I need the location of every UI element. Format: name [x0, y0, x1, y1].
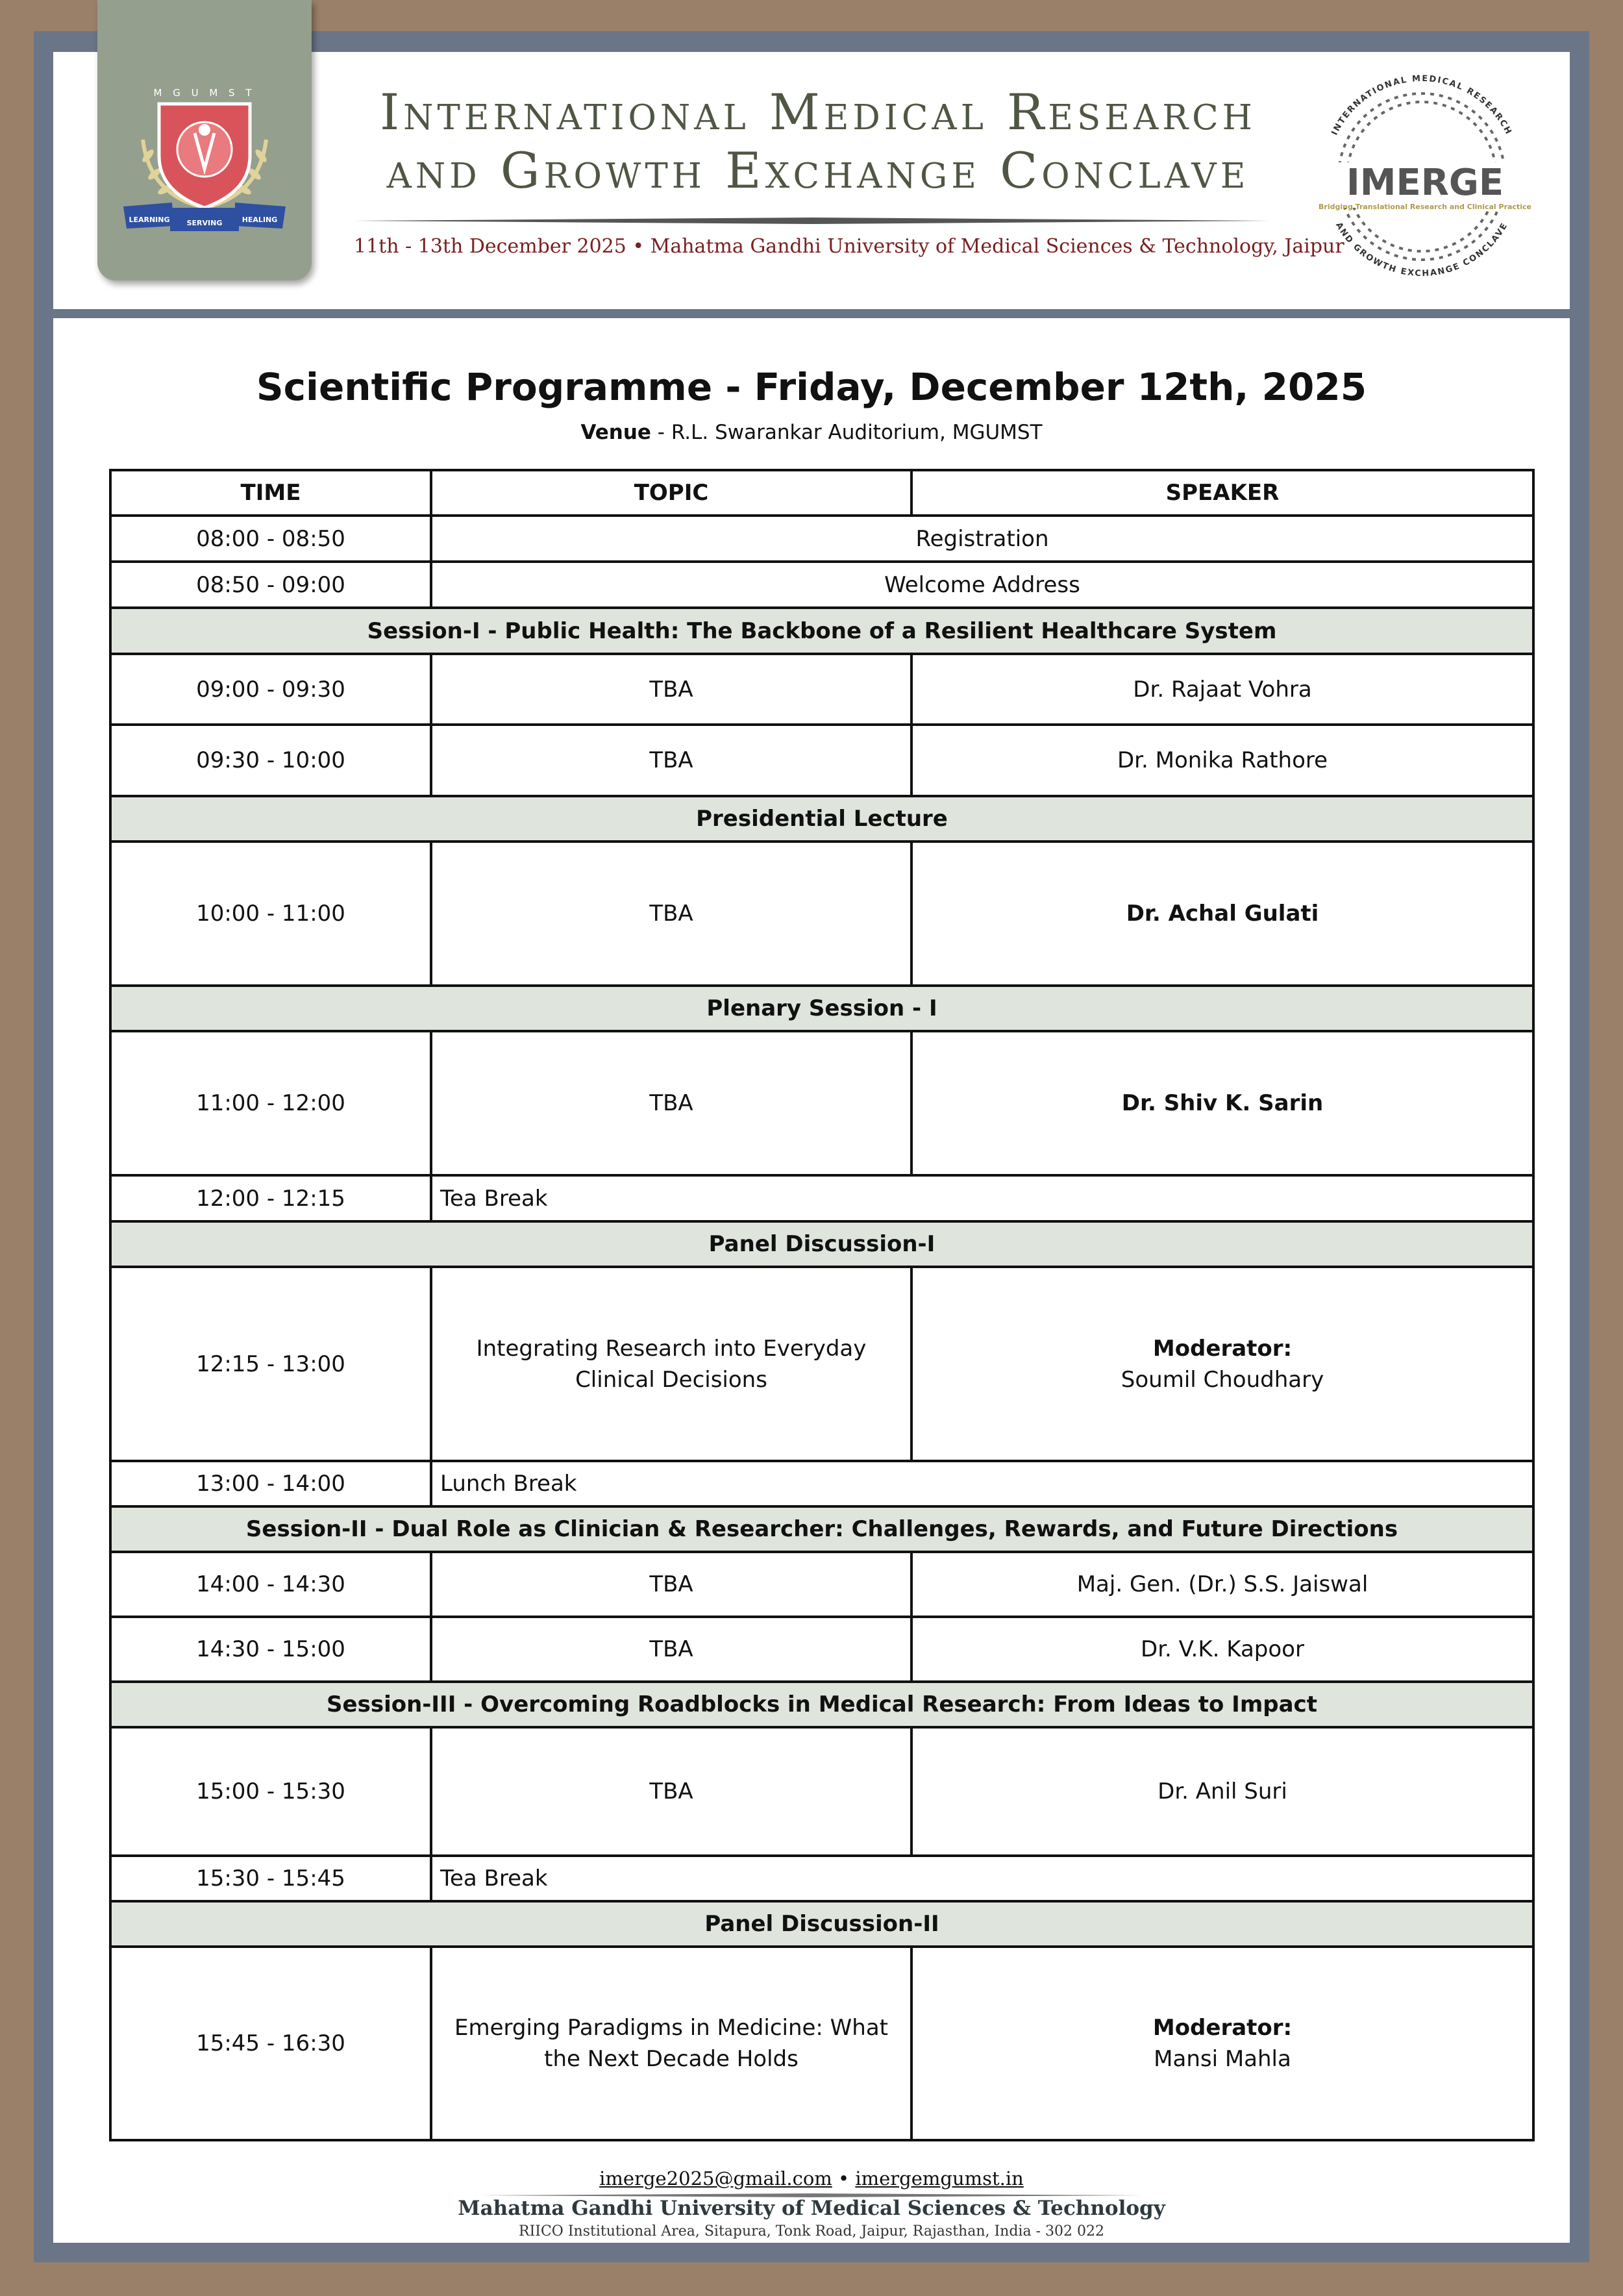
table-row: [110, 562, 1533, 608]
venue-label: Venue: [580, 421, 651, 444]
crest-ribbon-left: LEARNING: [129, 216, 170, 224]
session-title: Plenary Session - I: [110, 986, 1533, 1031]
table-row: [110, 1031, 1533, 1175]
moderator-name: Soumil Choudhary: [1121, 1366, 1324, 1393]
table-row: [110, 1175, 1533, 1221]
time-cell: 08:00 - 08:50: [110, 516, 431, 562]
col-header-topic: TOPIC: [431, 470, 911, 516]
speaker-cell: [911, 1947, 1533, 2140]
contact-separator: •: [832, 2167, 856, 2190]
topic-cell: TBA: [431, 1031, 911, 1175]
speaker-cell: Dr. Anil Suri: [911, 1727, 1533, 1856]
time-cell: 15:00 - 15:30: [110, 1727, 431, 1856]
imerge-logo: [1289, 65, 1555, 286]
table-row: [110, 1461, 1533, 1506]
table-row: [110, 1267, 1533, 1461]
session-header-row: [110, 1221, 1533, 1267]
table-row: [110, 1727, 1533, 1856]
footer-university: Mahatma Gandhi University of Medical Sciences & Technology: [458, 2197, 1165, 2220]
event-cell: Registration: [431, 516, 1533, 562]
university-crest: [97, 0, 312, 281]
speaker-cell: Dr. Shiv K. Sarin: [911, 1031, 1533, 1175]
logo-ring-bottom: AND GROWTH EXCHANGE CONCLAVE: [1333, 221, 1510, 279]
topic-cell: TBA: [431, 1617, 911, 1682]
time-cell: 10:00 - 11:00: [110, 842, 431, 986]
footer-address: RIICO Institutional Area, Sitapura, Tonk Road, Jaipur, Rajasthan, India - 302 022: [519, 2223, 1104, 2240]
topic-cell: Integrating Research into Everyday Clinical Decisions: [431, 1267, 911, 1461]
time-cell: 14:30 - 15:00: [110, 1617, 431, 1682]
session-header-row: [110, 1506, 1533, 1552]
session-header-row: [110, 796, 1533, 842]
venue-text: - R.L. Swarankar Auditorium, MGUMST: [650, 421, 1043, 444]
table-header-row: [110, 470, 1533, 516]
topic-cell: TBA: [431, 842, 911, 986]
session-header-row: [110, 608, 1533, 654]
moderator-label: Moderator:: [1152, 1335, 1293, 1362]
speaker-cell: Dr. Rajaat Vohra: [911, 654, 1533, 725]
crest-arc-text: M G U M S T: [153, 87, 256, 99]
table-row: [110, 1552, 1533, 1617]
break-cell: Lunch Break: [431, 1461, 1533, 1506]
break-cell: Tea Break: [431, 1856, 1533, 1901]
session-header-row: [110, 1682, 1533, 1727]
break-cell: Tea Break: [431, 1175, 1533, 1221]
conclave-title-line2: and Growth Exchange Conclave: [386, 142, 1250, 199]
table-row: [110, 725, 1533, 796]
session-title: Panel Discussion-II: [110, 1901, 1533, 1947]
svg-text:AND GROWTH EXCHANGE CONCLAVE: [1333, 221, 1510, 279]
table-row: [110, 516, 1533, 562]
moderator-name: Mansi Mahla: [1154, 2046, 1291, 2072]
logo-name: IMERGE: [1346, 162, 1504, 204]
time-cell: 09:30 - 10:00: [110, 725, 431, 796]
title-divider: [354, 218, 1269, 224]
speaker-cell: Dr. V.K. Kapoor: [911, 1617, 1533, 1682]
session-title: Session-I - Public Health: The Backbone of a Resilient Healthcare System: [110, 608, 1533, 654]
conclave-subtitle: 11th - 13th December 2025 • Mahatma Gandhi University of Medical Sciences & Technology, Jaipur: [354, 235, 1344, 258]
time-cell: 09:00 - 09:30: [110, 654, 431, 725]
speaker-cell: Maj. Gen. (Dr.) S.S. Jaiswal: [911, 1552, 1533, 1617]
topic-cell: TBA: [431, 1727, 911, 1856]
time-cell: 15:30 - 15:45: [110, 1856, 431, 1901]
crest-ribbon-center: SERVING: [186, 219, 223, 227]
programme-title: Scientific Programme - Friday, December 12th, 2025: [256, 365, 1367, 409]
time-cell: 11:00 - 12:00: [110, 1031, 431, 1175]
topic-cell: Emerging Paradigms in Medicine: What the Next Decade Holds: [431, 1947, 911, 2140]
email-link[interactable]: imerge2025@gmail.com: [599, 2167, 832, 2190]
table-row: [110, 1947, 1533, 2140]
time-cell: 14:00 - 14:30: [110, 1552, 431, 1617]
logo-ring-top: INTERNATIONAL MEDICAL RESEARCH: [1330, 73, 1514, 137]
crest-ribbon-right: HEALING: [242, 216, 278, 224]
moderator-label: Moderator:: [1152, 2015, 1293, 2041]
speaker-cell: Dr. Achal Gulati: [911, 842, 1533, 986]
table-row: [110, 1856, 1533, 1901]
footer-contact: [0, 2167, 1623, 2190]
time-cell: 12:15 - 13:00: [110, 1267, 431, 1461]
table-row: [110, 842, 1533, 986]
svg-text:INTERNATIONAL MEDICAL RESEARCH: [1330, 74, 1514, 137]
time-cell: 08:50 - 09:00: [110, 562, 431, 608]
time-cell: 15:45 - 16:30: [110, 1947, 431, 2140]
schedule-table: [109, 469, 1535, 2141]
venue-line: [0, 421, 1623, 444]
conclave-title-line1: International Medical Research: [380, 83, 1256, 141]
table-row: [110, 654, 1533, 725]
session-title: Panel Discussion-I: [110, 1221, 1533, 1267]
website-link[interactable]: imergemgumst.in: [855, 2167, 1024, 2190]
topic-cell: TBA: [431, 654, 911, 725]
col-header-time: TIME: [110, 470, 431, 516]
session-header-row: [110, 986, 1533, 1031]
speaker-cell: Dr. Monika Rathore: [911, 725, 1533, 796]
topic-cell: TBA: [431, 725, 911, 796]
session-title: Presidential Lecture: [110, 796, 1533, 842]
table-row: [110, 1617, 1533, 1682]
logo-tagline: Bridging Translational Research and Clinical Practice: [1319, 203, 1531, 211]
topic-cell: TBA: [431, 1552, 911, 1617]
session-title: Session-II - Dual Role as Clinician & Researcher: Challenges, Rewards, and Future Directions: [110, 1506, 1533, 1552]
speaker-cell: [911, 1267, 1533, 1461]
time-cell: 13:00 - 14:00: [110, 1461, 431, 1506]
session-title: Session-III - Overcoming Roadblocks in Medical Research: From Ideas to Impact: [110, 1682, 1533, 1727]
event-cell: Welcome Address: [431, 562, 1533, 608]
time-cell: 12:00 - 12:15: [110, 1175, 431, 1221]
session-header-row: [110, 1901, 1533, 1947]
col-header-speaker: SPEAKER: [911, 470, 1533, 516]
